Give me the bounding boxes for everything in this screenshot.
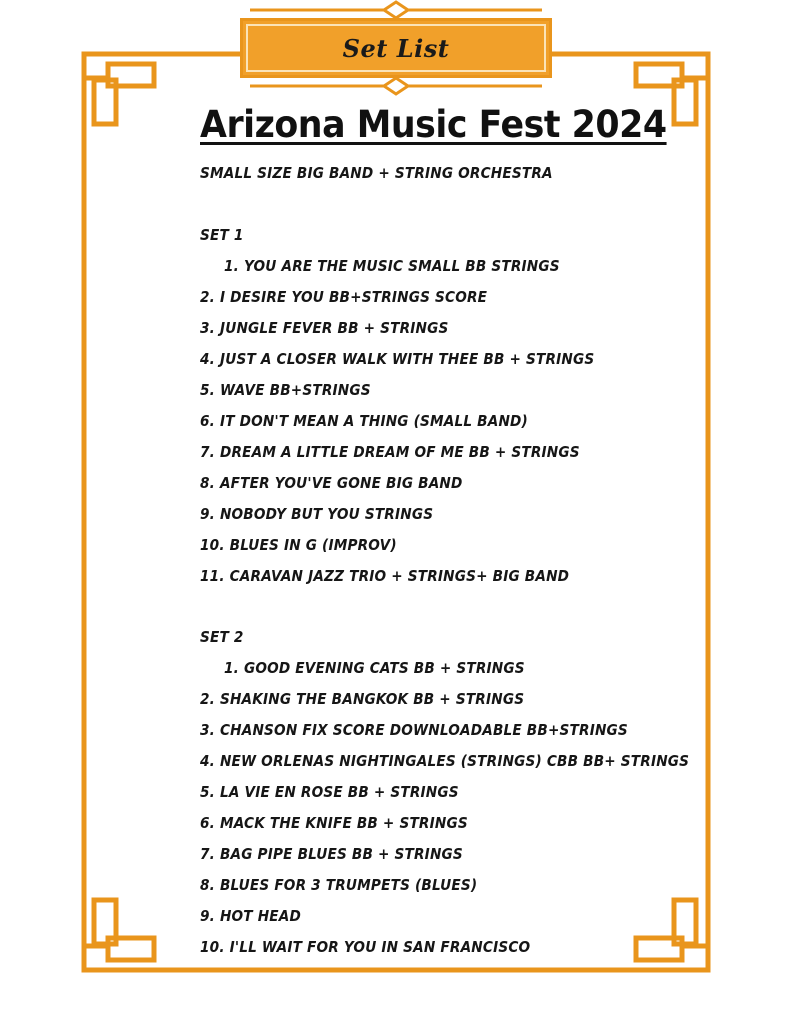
set-list-banner (240, 18, 552, 78)
list-item: 5. WAVE BB+STRINGS (200, 381, 371, 399)
list-item: 5. LA VIE EN ROSE BB + STRINGS (200, 783, 459, 801)
list-item: 6. MACK THE KNIFE BB + STRINGS (200, 814, 468, 832)
set-1-heading: SET 1 (200, 226, 244, 244)
list-item: 7. BAG PIPE BLUES BB + STRINGS (200, 845, 463, 863)
page-title: Arizona Music Fest 2024 (200, 103, 667, 146)
list-item: 10. I'LL WAIT FOR YOU IN SAN FRANCISCO (200, 938, 531, 956)
list-item: 1. GOOD EVENING CATS BB + STRINGS (224, 659, 525, 677)
list-item: 3. CHANSON FIX SCORE DOWNLOADABLE BB+STRINGS (200, 721, 628, 739)
list-item: 9. HOT HEAD (200, 907, 302, 925)
list-item: 10. BLUES IN G (IMPROV) (200, 536, 397, 554)
list-item: 7. DREAM A LITTLE DREAM OF ME BB + STRINGS (200, 443, 580, 461)
list-item: 3. JUNGLE FEVER BB + STRINGS (200, 319, 449, 337)
banner-label: Set List (342, 33, 450, 63)
list-item: 2. SHAKING THE BANGKOK BB + STRINGS (200, 690, 525, 708)
list-item: 11. CARAVAN JAZZ TRIO + STRINGS+ BIG BAND (200, 567, 570, 585)
subtitle: SMALL SIZE BIG BAND + STRING ORCHESTRA (200, 164, 553, 182)
list-item: 6. IT DON'T MEAN A THING (SMALL BAND) (200, 412, 528, 430)
list-item: 1. YOU ARE THE MUSIC SMALL BB STRINGS (224, 257, 560, 275)
list-item: 2. I DESIRE YOU BB+STRINGS SCORE (200, 288, 488, 306)
list-item: 8. BLUES FOR 3 TRUMPETS (BLUES) (200, 876, 478, 894)
list-item: 9. NOBODY BUT YOU STRINGS (200, 505, 434, 523)
set-2-heading: SET 2 (200, 628, 244, 646)
list-item: 4. NEW ORLENAS NIGHTINGALES (STRINGS) CBB BB+ STRINGS (200, 752, 690, 770)
list-item: 8. AFTER YOU'VE GONE BIG BAND (200, 474, 463, 492)
list-item: 4. JUST A CLOSER WALK WITH THEE BB + STRINGS (200, 350, 595, 368)
